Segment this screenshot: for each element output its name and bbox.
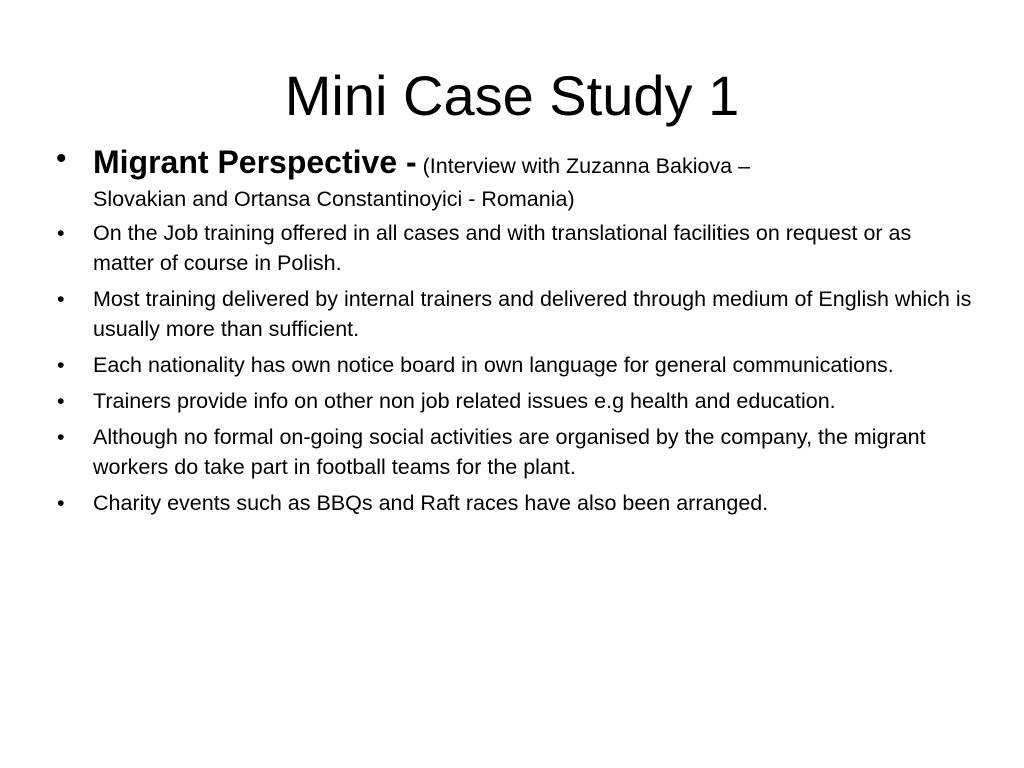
bullet-dot: • (57, 287, 65, 311)
bullet-list (52, 142, 972, 524)
bullet-text: On the Job training offered in all cases and with translational facilities on request or as matter of course in Polish. (93, 221, 912, 275)
heading-paren-text-line2: Slovakian and Ortansa Constantinoyici - Romania) (93, 187, 575, 211)
bullet-item (52, 488, 972, 518)
bullet-dot: • (57, 353, 65, 377)
slide-title: Mini Case Study 1 (284, 64, 740, 127)
heading-paren-text-line1: (Interview with Zuzanna Bakiova – (422, 154, 751, 178)
bullet-item (52, 218, 972, 278)
bullet-item (52, 386, 972, 416)
bullet-heading (52, 142, 972, 212)
bullet-dot: • (57, 491, 65, 515)
bullet-dot: • (57, 221, 65, 245)
bullet-dot: • (56, 142, 67, 175)
heading-bold-text: Migrant Perspective - (93, 144, 417, 180)
bullet-text: Each nationality has own notice board in own language for general communications. (93, 353, 894, 377)
bullet-item (52, 422, 972, 482)
bullet-dot: • (57, 389, 65, 413)
bullet-text: Trainers provide info on other non job related issues e.g health and education. (93, 389, 836, 413)
bullet-item (52, 284, 972, 344)
bullet-text: Charity events such as BBQs and Raft races have also been arranged. (93, 491, 769, 515)
bullet-item (52, 350, 972, 380)
bullet-text: Although no formal on-going social activities are organised by the company, the migrant workers do take part in football teams for the plant. (93, 425, 926, 479)
bullet-text: Most training delivered by internal trainers and delivered through medium of English which is usually more than sufficient. (93, 287, 972, 341)
bullet-dot: • (57, 425, 65, 449)
